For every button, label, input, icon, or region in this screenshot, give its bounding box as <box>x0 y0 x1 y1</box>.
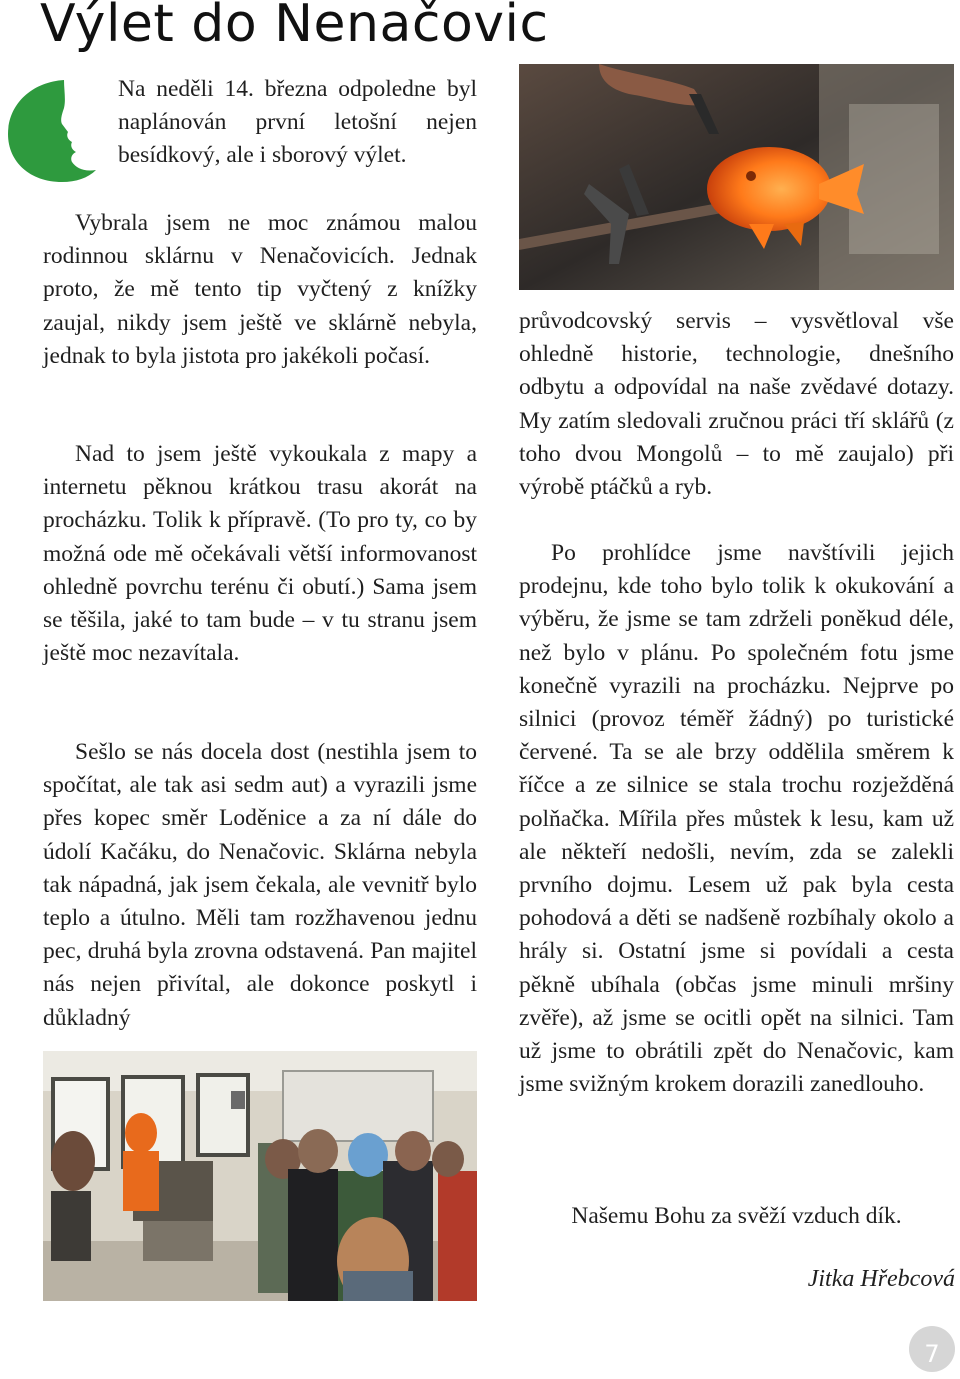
paragraph-vylet: Sešlo se nás docela dost (nestihla jsem to spočítat, ale tak asi sedm aut) a vyrazili jsme přes kopec směr Loděnice a za ní dále do údolí Kačáku, do Nenačovic. Sklárna nebyla tak nápadná, jak jsem čekala, ale vevnitř bylo teplo a útulno. Měli tam rozžhavenou jednu pec, druhá byla zrovna odstavená. Pan majitel nás nejen přivítal, ale dokonce poskytl i důkladný <box>43 739 477 1031</box>
paragraph-sklarna: Vybrala jsem ne moc známou malou rodinnou sklárnu v Nenačovicích. Jednak proto, že mě tento tip vyčtený z knížky zaujal, nikdy jsem ještě ve sklárně nebyla, jednak to byla jistota pro jakékoli počasí. <box>43 210 477 369</box>
paragraph-trasa: Nad to jsem ještě vykoukala z mapy a internetu pěknou krátkou trasu akorát na procházku. Tolik k přípravě. (To pro ty, co by možná ode mě očekávali větší informovanost ohledně povrchu terénu či obutí.) Sama jsem se těšila, jaké to tam bude – v tu stranu jsem ještě moc nezavítala. <box>43 441 477 667</box>
paragraph-servis: průvodcovský servis – vysvětloval vše ohledně historie, technologie, dnešního odbytu a odpovídal na naše zvědavé dotazy. My zatím sledovali zručnou práci tří sklářů (z toho dvou Mongolů – to mě zaujalo) při výrobě ptáčků a ryb. <box>519 308 954 501</box>
photo-orange-glass-fish <box>519 64 954 290</box>
page-number: 7 <box>924 1340 940 1368</box>
paragraph-prodejna: Po prohlídce jsme navštívili jejich prodejnu, kde toho bylo tolik k okukování a výběru, že jsme se tam zdrželi poněkud déle, než bylo v plánu. Po společném fotu jsme konečně vyrazili na procházku. Nejprve po silnici (provoz téměř žádný) po turistické červené. Ta se ale brzy oddělila směrem k říčce a ze silnice se stala trochu rozježděná polňačka. Mířila přes můstek k lesu, kam už ale někteří nedošli, nevím, zda se zalekli prvního dojmu. Lesem už pak byla cesta pohodová a děti se nadšeně rozbíhaly okolo a hrály si. Ostatní jsme si povídali a cesta pěkně ubíhala (občas jsme minuli mršiny zvěře), až jsme se ocitli opět na silnici. Tam už jsme to obrátili zpět do Nenačovic, kam jsme svižným krokem dorazili zanedlouho. <box>519 540 954 1098</box>
article-title: Výlet do Nenačovic <box>40 0 549 54</box>
face-profile-logo <box>6 78 100 186</box>
page-number-badge <box>909 1326 955 1372</box>
photo-visitors-in-glassworks <box>43 1051 477 1301</box>
author-signature: Jitka Hřebcová <box>807 1266 955 1292</box>
closing-line: Našemu Bohu za svěží vzduch dík. <box>571 1203 902 1229</box>
paragraph-intro: Na neděli 14. března odpoledne byl naplánován první letošní nejen besídkový, ale i sborový výlet. <box>118 76 477 169</box>
